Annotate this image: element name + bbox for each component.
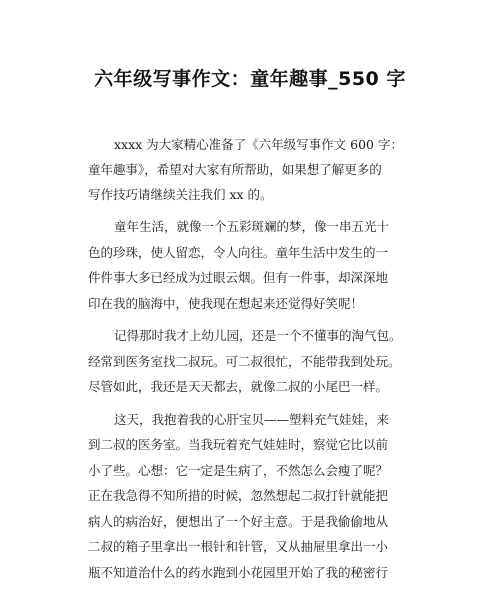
document-body	[88, 132, 428, 592]
document-title: 六年级写事作文：童年趣事_550 字	[94, 68, 406, 90]
text-line: 二叔的箱子里拿出一根针和针管，又从抽屉里拿出一小	[88, 539, 389, 554]
text-line: 记得那时我才上幼儿园，还是一个不懂事的淘气包。	[114, 328, 402, 343]
text-line: 写作技巧请继续关注我们 xx 的。	[88, 187, 273, 202]
paragraph-childhood	[88, 214, 428, 316]
text-line: 件件事大多已经成为过眼云烟。但有一件事，却深深地	[88, 270, 389, 285]
text-line: 尽管如此，我还是天天都去，就像二叔的小尾巴一样。	[88, 379, 389, 394]
text-line: 童年趣事》，希望对大家有所帮助，如果想了解更多的	[88, 162, 382, 177]
text-line: 经常到医务室找二叔玩。可二叔很忙，不能带我到处玩。	[88, 353, 401, 369]
text-line: 正在我急得不知所措的时候，忽然想起二叔打针就能把	[88, 488, 389, 503]
text-line: 病人的病治好，便想出了一个好主意。于是我偷偷地从	[88, 513, 389, 529]
text-line: 印在我的脑海中，使我现在想起来还觉得好笑呢！	[88, 295, 364, 311]
text-line: 到二叔的医务室。当我玩着充气娃娃时，察觉它比以前	[88, 437, 389, 452]
text-line: 色的珍珠，使人留恋，令人向往。童年生活中发生的一	[88, 244, 389, 260]
paragraph-doll	[88, 407, 428, 586]
text-line: 瓶不知道治什么的药水跑到小花园里开始了我的秘密行	[88, 564, 389, 580]
paragraph-intro	[88, 132, 428, 207]
text-line: 这天，我抱着我的心肝宝贝——塑料充气娃娃，来	[114, 411, 390, 427]
text-line: xxxx 为大家精心准备了《六年级写事作文 600 字：	[114, 137, 403, 152]
text-line: 小了些。心想：它一定是生病了，不然怎么会瘦了呢？	[88, 462, 389, 478]
paragraph-kindergarten	[88, 323, 428, 400]
text-line: 童年生活，就像一个五彩斑斓的梦，像一串五光十	[114, 219, 390, 234]
